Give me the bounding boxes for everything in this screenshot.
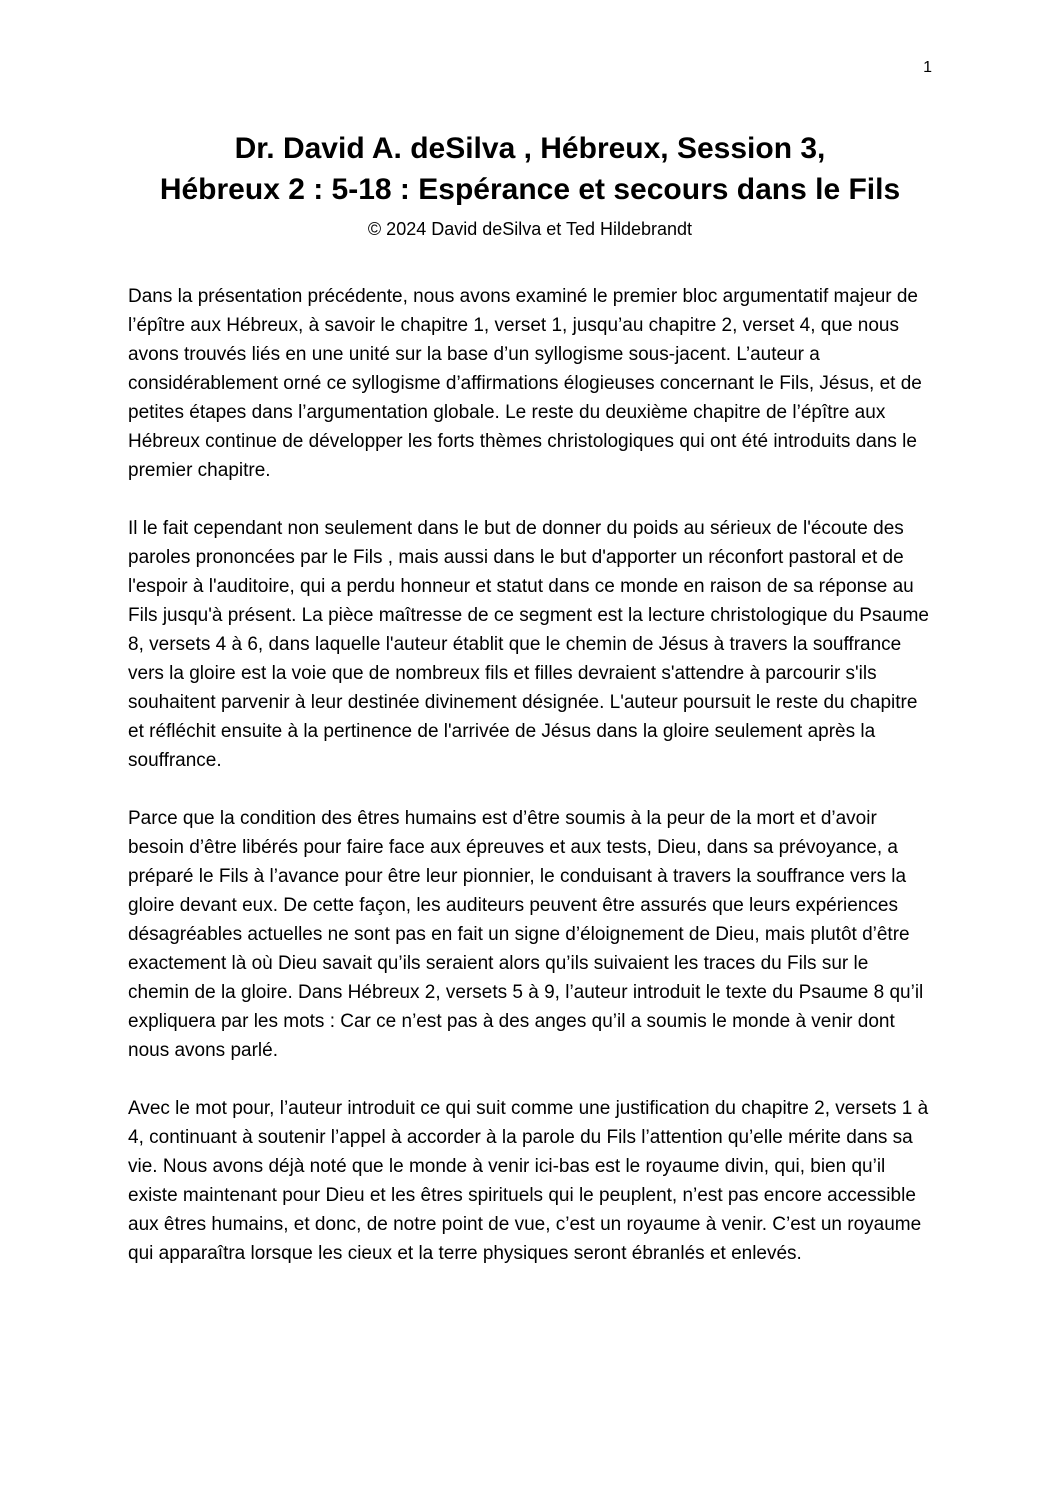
- paragraph-2: Il le fait cependant non seulement dans le but de donner du poids au sérieux de l'écoute des paroles prononcées par le Fils , mais aussi dans le but d'apporter un réconfort pastoral et de l'espoir à l'auditoire, qui a perdu honneur et statut dans ce monde en raison de sa réponse au Fils jusqu'à présent. La pièce maîtresse de ce segment est la lecture christologique du Psaume 8, versets 4 à 6, dans laquelle l'auteur établit que le chemin de Jésus à travers la souffrance vers la gloire est la voie que de nombreux fils et filles devraient s'attendre à parcourir s'ils souhaitent parvenir à leur destinée divinement désignée. L'auteur poursuit le reste du chapitre et réfléchit ensuite à la pertinence de l'arrivée de Jésus dans la gloire seulement après la souffrance.: [128, 517, 929, 771]
- paragraph-1: Dans la présentation précédente, nous avons examiné le premier bloc argumentatif majeur de l’épître aux Hébreux, à savoir le chapitre 1, verset 1, jusqu’au chapitre 2, verset 4, que nous avons trouvés liés en une unité sur la base d’un syllogisme sous-jacent. L’auteur a considérablement orné ce syllogisme d’affirmations élogieuses concernant le Fils, Jésus, et de petites étapes dans l’argumentation globale. Le reste du deuxième chapitre de l’épître aux Hébreux continue de développer les forts thèmes christologiques qui ont été introduits dans le premier chapitre.: [128, 285, 922, 481]
- paragraph-3: Parce que la condition des êtres humains est d’être soumis à la peur de la mort et d’avoir besoin d’être libérés pour faire face aux épreuves et aux tests, Dieu, dans sa prévoyance, a préparé le Fils à l’avance pour être leur pionnier, le conduisant à travers la souffrance vers la gloire devant eux. De cette façon, les auditeurs peuvent être assurés que leurs expériences désagréables actuelles ne sont pas en fait un signe d’éloignement de Dieu, mais plutôt d’être exactement là où Dieu savait qu’ils seraient alors qu’ils suivaient les traces du Fils sur le chemin de la gloire. Dans Hébreux 2, versets 5 à 9, l’auteur introduit le texte du Psaume 8 qu’il expliquera par les mots : Car ce n’est pas à des anges qu’il a soumis le monde à venir dont nous avons parlé.: [128, 807, 924, 1061]
- copyright-line: © 2024 David deSilva et Ted Hildebrandt: [367, 219, 693, 240]
- document-title-line-2: Hébreux 2 : 5-18 : Espérance et secours dans le Fils: [159, 173, 901, 207]
- paragraph-4: Avec le mot pour, l’auteur introduit ce qui suit comme une justification du chapitre 2, versets 1 à 4, continuant à soutenir l’appel à accorder à la parole du Fils l’attention qu’elle mérite dans sa vie. Nous avons déjà noté que le monde à venir ici-bas est le royaume divin, qui, bien qu’il existe maintenant pour Dieu et les êtres spirituels qui le peuplent, n’est pas encore accessible aux êtres humains, et donc, de notre point de vue, c’est un royaume à venir. C’est un royaume qui apparaîtra lorsque les cieux et la terre physiques seront ébranlés et enlevés.: [128, 1097, 929, 1264]
- title-block: [128, 128, 932, 242]
- page-number: 1: [923, 59, 932, 76]
- document-title-line-1: Dr. David A. deSilva , Hébreux, Session 3,: [234, 132, 826, 165]
- document-content: [128, 128, 932, 1297]
- document-body: [128, 282, 932, 1268]
